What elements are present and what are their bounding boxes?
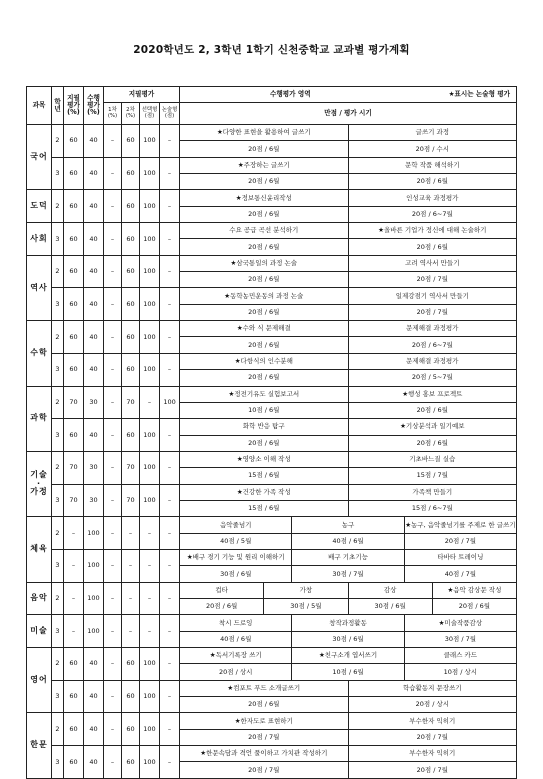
perf-score: 20점 / 6월 [248, 373, 280, 382]
perf-cell: 40 [84, 157, 104, 190]
table-row [27, 125, 517, 158]
first-cell: – [104, 615, 122, 648]
perf-item: ★정전기유도 실험보고서 [228, 389, 300, 398]
perf-item: ★한자도로 표현하기 [234, 716, 293, 725]
written-cell: 60 [64, 125, 84, 158]
second-cell: 60 [122, 157, 140, 190]
essay-cell: – [160, 419, 180, 452]
grade-cell: 2 [52, 648, 64, 681]
table-row [27, 615, 517, 648]
perf-item: ★주장하는 글쓰기 [237, 160, 290, 169]
grade-cell: 3 [52, 746, 64, 779]
header-essay-note: ★표시는 논술형 평가 [448, 90, 511, 99]
perf-item: ★배구 경기 기능 및 원리 이해하기 [186, 553, 285, 562]
written-cell: 60 [64, 255, 84, 288]
grade-cell: 3 [52, 288, 64, 321]
grade-cell: 2 [52, 125, 64, 158]
header-second: 2차 (%) [122, 103, 140, 125]
perf-item: 배구 기초기능 [291, 550, 403, 565]
written-cell: 60 [64, 713, 84, 746]
perf-cell: 40 [84, 125, 104, 158]
table-row [27, 713, 517, 746]
select-cell: – [140, 582, 160, 615]
first-cell: – [104, 582, 122, 615]
essay-cell: 100 [160, 386, 180, 419]
perf-area-cell [180, 451, 517, 484]
evaluation-plan-table [26, 86, 517, 779]
perf-area-cell [180, 353, 517, 386]
second-cell: 60 [122, 288, 140, 321]
perf-cell: 40 [84, 190, 104, 223]
perf-item: 타바타 트레이닝 [404, 550, 516, 565]
perf-score: 40점 / 7월 [404, 566, 516, 581]
perf-score: 20점 / 6월 [248, 438, 280, 447]
perf-score: 20점 / 6~7월 [348, 337, 517, 352]
perf-area-cell [180, 223, 517, 256]
perf-score: 20점 / 6월 [348, 174, 517, 189]
written-cell: 60 [64, 157, 84, 190]
essay-cell: – [160, 517, 180, 550]
perf-cell: 30 [84, 484, 104, 517]
perf-score: 20점 / 6월 [248, 209, 280, 218]
perf-item: ★삼국통일의 과정 논술 [230, 259, 298, 268]
table-row [27, 484, 517, 517]
second-cell: 60 [122, 190, 140, 223]
first-cell: – [104, 517, 122, 550]
subject-cell: 체육 [27, 517, 52, 582]
select-cell: 100 [140, 190, 160, 223]
header-select: 선택형 (점) [140, 103, 160, 125]
perf-score: 30점 / 7월 [404, 632, 516, 647]
select-cell: 100 [140, 419, 160, 452]
perf-score: 20점 / 6월 [248, 144, 280, 153]
perf-item: ★독서기록장 쓰기 [209, 651, 262, 660]
table-row [27, 223, 517, 256]
perf-score: 20점 / 6월 [248, 242, 280, 251]
second-cell: 60 [122, 223, 140, 256]
essay-cell: – [160, 648, 180, 681]
written-cell: 60 [64, 321, 84, 354]
table-row [27, 680, 517, 713]
perf-score: 20점 / 7월 [348, 762, 517, 777]
perf-score: 20점 / 6월 [248, 700, 280, 709]
perf-item: ★친구소개 엽서쓰기 [291, 648, 403, 663]
first-cell: – [104, 549, 122, 582]
perf-item: ★올바른 기업가 정신에 대해 논술하기 [348, 223, 517, 238]
table-row [27, 157, 517, 190]
second-cell: – [122, 615, 140, 648]
first-cell: – [104, 419, 122, 452]
perf-item: 농구 [291, 517, 403, 532]
table-row [27, 746, 517, 779]
subject-cell: 사회 [27, 223, 52, 256]
header-perf-area: 수행평가 영역 [270, 90, 311, 99]
select-cell: 100 [140, 680, 160, 713]
perf-item: 가창 [263, 583, 347, 598]
perf-cell: 40 [84, 746, 104, 779]
perf-item: 착시 드로잉 [218, 618, 253, 627]
select-cell: 100 [140, 484, 160, 517]
perf-score: 10점 / 상시 [404, 664, 516, 679]
table-row [27, 582, 517, 615]
header-written-group: 지필평가 [104, 87, 180, 103]
perf-area-cell [180, 648, 517, 681]
table-row [27, 648, 517, 681]
perf-item: ★한문속담과 격언 풀이하고 가치관 작성하기 [200, 749, 328, 758]
written-cell: 60 [64, 680, 84, 713]
select-cell: 100 [140, 157, 160, 190]
perf-score: 20점 / 6월 [248, 308, 280, 317]
first-cell: – [104, 648, 122, 681]
written-cell: 60 [64, 648, 84, 681]
essay-cell: – [160, 255, 180, 288]
grade-cell: 2 [52, 517, 64, 550]
perf-item: 창작과정활동 [291, 615, 403, 630]
essay-cell: – [160, 615, 180, 648]
header-perf-area-cell [180, 87, 517, 103]
perf-area-cell [180, 190, 517, 223]
perf-cell: 30 [84, 451, 104, 484]
select-cell: 100 [140, 648, 160, 681]
perf-cell: 40 [84, 419, 104, 452]
perf-score: 20점 / 6월 [348, 239, 517, 254]
grade-cell: 3 [52, 484, 64, 517]
select-cell: 100 [140, 353, 160, 386]
grade-cell: 2 [52, 321, 64, 354]
perf-item: ★행성 홍보 프로젝트 [348, 387, 517, 402]
second-cell: – [122, 549, 140, 582]
table-row [27, 419, 517, 452]
header-subject: 과목 [27, 87, 52, 125]
perf-area-cell [180, 386, 517, 419]
perf-cell: 40 [84, 255, 104, 288]
perf-area-cell [180, 746, 517, 779]
perf-item: 클래스 카드 [404, 648, 516, 663]
essay-cell: – [160, 157, 180, 190]
perf-score: 20점 / 6월 [348, 403, 517, 418]
select-cell: – [140, 615, 160, 648]
perf-score: 15점 / 6~7월 [348, 501, 517, 516]
perf-score: 20점 / 상시 [348, 697, 517, 712]
perf-score: 40점 / 6월 [291, 534, 403, 549]
perf-score: 20점 / 6월 [248, 177, 280, 186]
grade-cell: 3 [52, 549, 64, 582]
select-cell: – [140, 386, 160, 419]
perf-item: ★수와 식 문제해결 [236, 324, 291, 333]
perf-item: ★다양한 표현을 활용하여 글쓰기 [216, 128, 311, 137]
perf-score: 20점 / 6월 [348, 436, 517, 451]
perf-area-cell [180, 288, 517, 321]
written-cell: 70 [64, 451, 84, 484]
perf-score: 20점 / 6~7월 [348, 207, 517, 222]
perf-area-cell [180, 549, 517, 582]
table-row [27, 353, 517, 386]
written-cell: 60 [64, 746, 84, 779]
perf-score: 40점 / 5월 [220, 536, 252, 545]
second-cell: – [122, 517, 140, 550]
written-cell: 70 [64, 386, 84, 419]
perf-item: 인성교육 과정평가 [348, 190, 517, 205]
perf-score: 15점 / 6월 [248, 504, 280, 513]
select-cell: 100 [140, 255, 160, 288]
first-cell: – [104, 190, 122, 223]
first-cell: – [104, 353, 122, 386]
perf-score: 20점 / 6월 [432, 599, 516, 614]
subject-cell: 역사 [27, 255, 52, 320]
written-cell: 60 [64, 223, 84, 256]
subject-cell: 수학 [27, 321, 52, 386]
perf-score: 20점 / 5~7월 [348, 370, 517, 385]
select-cell: – [140, 549, 160, 582]
select-cell: 100 [140, 223, 160, 256]
written-cell: – [64, 517, 84, 550]
second-cell: 60 [122, 321, 140, 354]
perf-area-cell [180, 321, 517, 354]
perf-item: 문제해결 과정평가 [348, 321, 517, 336]
perf-score: 40점 / 6월 [220, 634, 252, 643]
perf-score: 20점 / 7월 [348, 305, 517, 320]
select-cell: 100 [140, 288, 160, 321]
perf-area-cell [180, 125, 517, 158]
first-cell: – [104, 255, 122, 288]
perf-item: 학습활동지 문장쓰기 [348, 681, 517, 696]
subject-cell: 기술 · 가정 [27, 451, 52, 516]
grade-cell: 3 [52, 223, 64, 256]
second-cell: – [122, 582, 140, 615]
essay-cell: – [160, 288, 180, 321]
perf-score: 30점 / 7월 [291, 566, 403, 581]
second-cell: 60 [122, 713, 140, 746]
second-cell: 60 [122, 746, 140, 779]
perf-cell: 40 [84, 223, 104, 256]
perf-area-cell [180, 582, 517, 615]
perf-item: 가족책 만들기 [348, 485, 517, 500]
first-cell: – [104, 713, 122, 746]
perf-item: 컵타 [215, 585, 228, 594]
grade-cell: 3 [52, 419, 64, 452]
perf-item: 일제강점기 역사서 만들기 [348, 288, 517, 303]
perf-score: 20점 / 6월 [248, 275, 280, 284]
essay-cell: – [160, 353, 180, 386]
second-cell: 60 [122, 255, 140, 288]
header-score-time: 만점 / 평가 시기 [180, 103, 517, 125]
perf-item: 부수한자 익히기 [348, 746, 517, 761]
perf-score: 20점 / 수시 [348, 141, 517, 156]
perf-item: ★영양소 이해 작성 [236, 455, 291, 464]
first-cell: – [104, 125, 122, 158]
essay-cell: – [160, 451, 180, 484]
table-row [27, 517, 517, 550]
perf-cell: 30 [84, 386, 104, 419]
subject-cell: 한문 [27, 713, 52, 778]
grade-cell: 2 [52, 255, 64, 288]
perf-item: ★미술작품감상 [404, 615, 516, 630]
second-cell: 60 [122, 125, 140, 158]
perf-area-cell [180, 615, 517, 648]
header-perf-ratio: 수행 평가 (%) [84, 87, 104, 125]
perf-cell: 100 [84, 615, 104, 648]
document-title: 2020학년도 2, 3학년 1학기 신천중학교 교과별 평가계획 [133, 44, 410, 56]
subject-cell: 음악 [27, 582, 52, 615]
second-cell: 60 [122, 648, 140, 681]
grade-cell: 3 [52, 680, 64, 713]
first-cell: – [104, 288, 122, 321]
written-cell: 60 [64, 419, 84, 452]
first-cell: – [104, 157, 122, 190]
select-cell: – [140, 517, 160, 550]
perf-cell: 40 [84, 288, 104, 321]
perf-item: 문학 작품 해석하기 [348, 158, 517, 173]
written-cell: 60 [64, 353, 84, 386]
perf-score: 10점 / 6월 [248, 406, 280, 415]
perf-cell: 40 [84, 713, 104, 746]
grade-cell: 2 [52, 386, 64, 419]
grade-cell: 2 [52, 190, 64, 223]
subject-cell: 국어 [27, 125, 52, 190]
perf-cell: 40 [84, 680, 104, 713]
perf-score: 20점 / 6월 [248, 340, 280, 349]
perf-score: 30점 / 6월 [291, 632, 403, 647]
perf-score: 20점 / 7월 [348, 272, 517, 287]
grade-cell: 3 [52, 157, 64, 190]
perf-item: ★동학농민운동의 과정 논술 [224, 291, 304, 300]
second-cell: 60 [122, 353, 140, 386]
table-row [27, 451, 517, 484]
written-cell: 60 [64, 288, 84, 321]
essay-cell: – [160, 223, 180, 256]
perf-item: 감상 [348, 583, 432, 598]
select-cell: 100 [140, 321, 160, 354]
second-cell: 70 [122, 386, 140, 419]
perf-item: ★다항식의 인수분해 [234, 357, 293, 366]
perf-item: 부수한자 익히기 [348, 713, 517, 728]
table-row [27, 321, 517, 354]
perf-cell: 40 [84, 321, 104, 354]
table-row [27, 288, 517, 321]
table-row [27, 549, 517, 582]
second-cell: 70 [122, 484, 140, 517]
perf-item: ★음악 감상문 작성 [432, 583, 516, 598]
written-cell: – [64, 549, 84, 582]
perf-item: 음악줄넘기 [220, 520, 252, 529]
select-cell: 100 [140, 451, 160, 484]
header-essay: 논술형 (점) [160, 103, 180, 125]
second-cell: 60 [122, 419, 140, 452]
essay-cell: – [160, 713, 180, 746]
perf-score: 20점 / 7월 [348, 730, 517, 745]
first-cell: – [104, 451, 122, 484]
perf-cell: 40 [84, 353, 104, 386]
perf-cell: 100 [84, 517, 104, 550]
perf-area-cell [180, 419, 517, 452]
select-cell: 100 [140, 125, 160, 158]
table-row [27, 386, 517, 419]
perf-item: 글쓰기 과정 [348, 125, 517, 140]
perf-item: 수요 공급 곡선 분석하기 [229, 226, 299, 235]
perf-score: 30점 / 6월 [220, 569, 252, 578]
perf-area-cell [180, 517, 517, 550]
perf-item: ★컴포트 푸드 소개글쓰기 [227, 683, 301, 692]
perf-item: 기초바느질 실습 [348, 452, 517, 467]
perf-item: 고려 역사서 만들기 [348, 256, 517, 271]
essay-cell: – [160, 582, 180, 615]
perf-item: ★기상분석과 일기예보 [348, 419, 517, 434]
essay-cell: – [160, 484, 180, 517]
written-cell: – [64, 615, 84, 648]
grade-cell: 3 [52, 353, 64, 386]
essay-cell: – [160, 190, 180, 223]
subject-cell: 도덕 [27, 190, 52, 223]
perf-score: 30점 / 6월 [348, 599, 432, 614]
grade-cell: 2 [52, 451, 64, 484]
perf-score: 20점 / 7월 [404, 534, 516, 549]
header-written-ratio: 지필 평가 (%) [64, 87, 84, 125]
perf-item: ★건강한 가족 작성 [236, 487, 291, 496]
essay-cell: – [160, 680, 180, 713]
perf-score: 20점 / 7월 [248, 732, 280, 741]
table-row [27, 255, 517, 288]
second-cell: 60 [122, 680, 140, 713]
perf-cell: 40 [84, 648, 104, 681]
grade-cell: 3 [52, 615, 64, 648]
first-cell: – [104, 484, 122, 517]
perf-score: 20점 / 상시 [218, 667, 253, 676]
table-row [27, 190, 517, 223]
perf-item: 화학 반응 탐구 [242, 422, 285, 431]
second-cell: 70 [122, 451, 140, 484]
perf-score: 15점 / 7월 [348, 468, 517, 483]
perf-cell: 100 [84, 582, 104, 615]
header-first: 1차 (%) [104, 103, 122, 125]
perf-area-cell [180, 680, 517, 713]
first-cell: – [104, 321, 122, 354]
essay-cell: – [160, 549, 180, 582]
first-cell: – [104, 746, 122, 779]
perf-score: 10점 / 6월 [291, 664, 403, 679]
grade-cell: 2 [52, 582, 64, 615]
perf-area-cell [180, 157, 517, 190]
select-cell: 100 [140, 713, 160, 746]
written-cell: – [64, 582, 84, 615]
perf-score: 20점 / 6월 [206, 602, 238, 611]
first-cell: – [104, 680, 122, 713]
header-grade: 학 년 [52, 87, 64, 125]
grade-cell: 2 [52, 713, 64, 746]
subject-cell: 과학 [27, 386, 52, 451]
essay-cell: – [160, 321, 180, 354]
subject-cell: 미술 [27, 615, 52, 648]
perf-score: 15점 / 6월 [248, 471, 280, 480]
essay-cell: – [160, 125, 180, 158]
perf-cell: 100 [84, 549, 104, 582]
first-cell: – [104, 223, 122, 256]
perf-item: ★정보통신윤리작성 [235, 193, 292, 202]
perf-area-cell [180, 713, 517, 746]
perf-score: 30점 / 5월 [263, 599, 347, 614]
first-cell: – [104, 386, 122, 419]
perf-item: 문제해결 과정평가 [348, 354, 517, 369]
essay-cell: – [160, 746, 180, 779]
perf-score: 20점 / 7월 [248, 765, 280, 774]
subject-cell: 영어 [27, 648, 52, 713]
written-cell: 70 [64, 484, 84, 517]
written-cell: 60 [64, 190, 84, 223]
select-cell: 100 [140, 746, 160, 779]
perf-item: ★농구, 음악줄넘기를 주제로 한 글쓰기 [404, 517, 516, 532]
perf-area-cell [180, 255, 517, 288]
perf-area-cell [180, 484, 517, 517]
